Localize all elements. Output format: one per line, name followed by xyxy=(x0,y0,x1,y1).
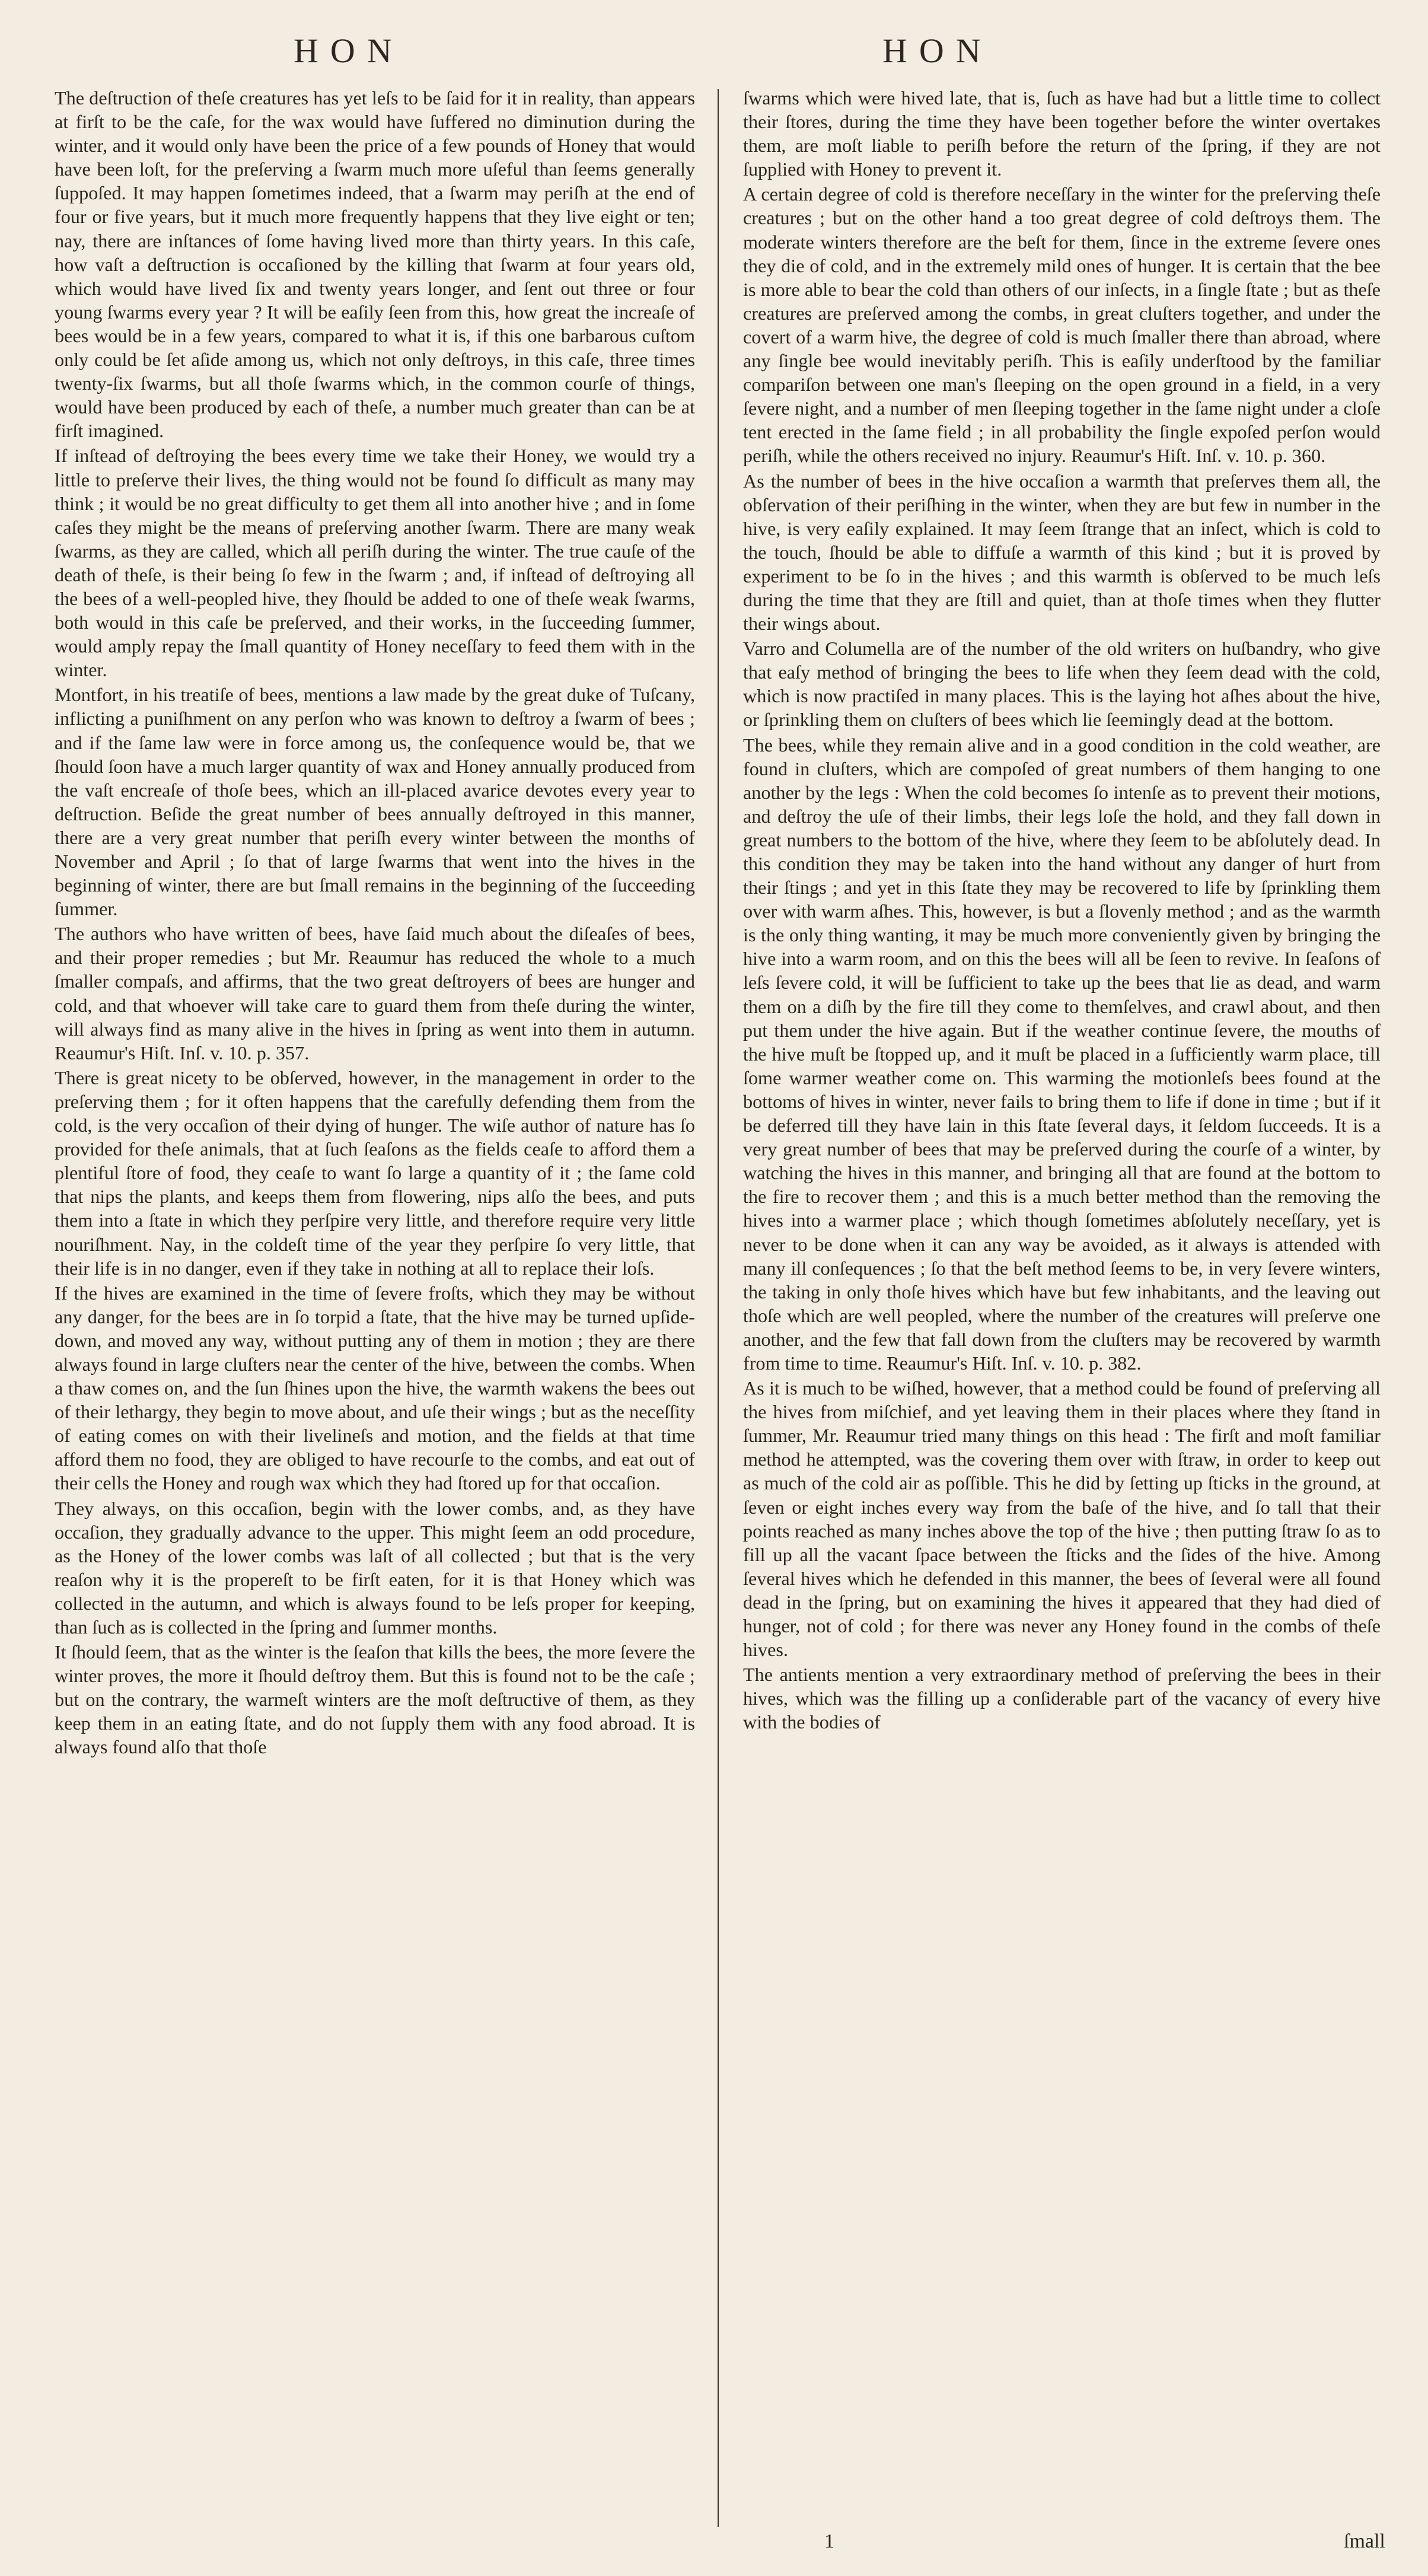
paragraph: They always, on this occaſion, begin with the lower combs, and, as they have occaſion, they gradually advance to the upper. This might ſeem an odd procedure, as the Honey of the lower combs was laſt of all collected ; but that is the very reaſon why it is the propereſt to be firſt eaten, for it is that Honey which was collected in the autumn, and which is always found to be leſs proper for keeping, than ſuch as is collected in the ſpring and ſummer months. xyxy=(55,1497,695,1638)
running-head-right: HON xyxy=(882,31,993,70)
column-divider xyxy=(718,89,719,2527)
paragraph: The authors who have written of bees, have ſaid much about the diſeaſes of bees, and their proper remedies ; but Mr. Reaumur has reduced the whole to a much ſmaller compaſs, and affirms, that the two great deſtroyers of bees are hunger and cold, and that whoever will take care to guard them from theſe during the winter, will always find as many alive in the hives in ſpring as went into them in autumn. Reaumur's Hiſt. Inſ. v. 10. p. 357. xyxy=(55,923,695,1063)
paragraph: As the number of bees in the hive occaſion a warmth that preſerves them all, the obſervation of their periſhing in the winter, when they are but few in number in the hive, is very eaſily explained. It may ſeem ſtrange that an inſect, which is cold to the touch, ſhould be able to diffuſe a warmth of this kind ; but it is proved by experiment to be ſo in the hives ; and this warmth is obſerved to be much leſs during the time that they are ſtill and quiet, than at thoſe times when they flutter their wings about. xyxy=(743,470,1381,635)
paragraph: It ſhould ſeem, that as the winter is the ſeaſon that kills the bees, the more ſevere the winter proves, the more it ſhould deſtroy them. But this is found not to be the caſe ; but on the contrary, the warmeſt winters are the moſt deſtructive of them, as they keep them in an eating ſtate, and do not ſupply them with any food abroad. It is always found alſo that thoſe xyxy=(55,1641,695,1758)
right-column xyxy=(743,86,1381,1734)
catchword: ſmall xyxy=(1344,2530,1385,2552)
paragraph: The bees, while they remain alive and in a good condition in the cold weather, are found in cluſters, which are compoſed of great numbers of them hanging to one another by the legs : When the cold becomes ſo intenſe as to prevent their motions, and deſtroy the uſe of their limbs, their legs loſe the hold, and they fall down in great numbers to the bottom of the hive, where they ſeem to be abſolutely dead. In this condition they may be taken into the hand without any danger of hurt from their ſtings ; and yet in this ſtate they may be recovered to life by ſprinkling them over with warm aſhes. This, however, is but a ſlovenly method ; and as the warmth is the only thing wanting, it may be much more conveniently given by bringing the hive into a warm room, and on this the bees will all be ſeen to revive. In ſeaſons of leſs ſevere cold, it will be ſufficient to take up the bees that lie as dead, and warm them on a diſh by the fire till they come to themſelves, and crawl about, and then put them under the hive again. But if the weather continue ſevere, the mouths of the hive muſt be ſtopped up, and it muſt be placed in a ſufficiently warm place, till ſome warmer weather come on. This warming the motionleſs bees found at the bottoms of hives in winter, never fails to bring them to life if done in time ; but if it be deferred till they have lain in this ſtate ſeveral days, it ſeldom ſucceeds. It is a very great number of bees that may be preſerved during the courſe of a winter, by watching the hives in this manner, and bringing all that are found at the bottom to the fire to recover them ; and this is a much better method than the removing the hives into a warmer place ; which though ſometimes abſolutely neceſſary, yet is never to be done when it can any way be avoided, as it always is attended with many ill conſequences ; ſo that the beſt method ſeems to be, in very ſevere winters, the taking in only thoſe hives which have but few inhabitants, and the leaving out thoſe which are well peopled, where the number of the creatures will preſerve one another, and the few that fall down from the cluſters may be recovered by warmth from time to time. Reaumur's Hiſt. Inſ. v. 10. p. 382. xyxy=(743,734,1381,1374)
paragraph: Varro and Columella are of the number of the old writers on huſbandry, who give that eaſy method of bringing the bees to life when they ſeem dead with the cold, which is now practiſed in many places. This is the laying hot aſhes about the hive, or ſprinkling them on cluſters of bees which lie ſeemingly dead at the bottom. xyxy=(743,638,1381,731)
paragraph: The deſtruction of theſe creatures has yet leſs to be ſaid for it in reality, than appears at firſt to be the caſe, for the wax would have ſuffered no diminution during the winter, and it would only have been the price of a few pounds of Honey that would have been loſt, for the preſerving a ſwarm much more uſeful than ſeems generally ſuppoſed. It may happen ſometimes indeed, that a ſwarm may periſh at the end of four or five years, but it much more frequently happens that they live eight or ten; nay, there are inſtances of ſome having lived more than thirty years. In this caſe, how vaſt a deſtruction is occaſioned by the killing that ſwarm at four years old, which would have lived ſix and twenty years longer, and ſent out three or four young ſwarms every year ? It will be eaſily ſeen from this, how great the increaſe of bees would be in a few years, compared to what it is, if this one barbarous cuſtom only could be ſet aſide among us, which not only deſtroys, in this caſe, three times twenty-ſix ſwarms, but all thoſe ſwarms which, in the common courſe of things, would have been produced by each of theſe, a number much greater than can be at firſt imagined. xyxy=(55,87,695,442)
paragraph: If inſtead of deſtroying the bees every time we take their Honey, we would try a little to preſerve their lives, the thing would not be found ſo difficult as many may think ; it would be no great difficulty to get them all into another hive ; and in ſome caſes they might be the means of preſerving another ſwarm. There are many weak ſwarms, as they are called, which all periſh during the winter. The true cauſe of the death of theſe, is their being ſo few in the ſwarm ; and, if inſtead of deſtroying all the bees of a well-peopled hive, they ſhould be added to one of theſe weak ſwarms, both would in this caſe be preſerved, and their works, in the ſucceeding ſummer, would amply repay the ſmall quantity of Honey neceſſary to feed them with in the winter. xyxy=(55,445,695,681)
paragraph: Montfort, in his treatiſe of bees, mentions a law made by the great duke of Tuſcany, inflicting a puniſhment on any perſon who was known to deſtroy a ſwarm of bees ; and if the ſame law were in force among us, the conſequence would be, that we ſhould ſoon have a much larger quantity of wax and Honey annually produced from the vaſt encreaſe of thoſe bees, which an ill-placed avarice devotes every year to deſtruction. Beſide the great number of bees annually deſtroyed in this manner, there are a very great number that periſh every winter between the months of November and April ; ſo that of large ſwarms that went into the hives in the beginning of winter, there are but ſmall remains in the beginning of the ſucceeding ſummer. xyxy=(55,684,695,920)
signature-mark: 1 xyxy=(824,2530,834,2552)
paragraph: There is great nicety to be obſerved, however, in the management in order to the preſerving them ; for it often happens that the carefully defending them from the cold, is the very occaſion of their dying of hunger. The wiſe author of nature has ſo provided for theſe animals, that at ſuch ſeaſons as the fields ceaſe to afford them a plentiful ſtore of food, they ceaſe to want ſo large a quantity of it ; the ſame cold that nips the plants, and keeps them from flowering, nips alſo the bees, and puts them into a ſtate in which they perſpire very little, and therefore require very little nouriſhment. Nay, in the coldeſt time of the year they perſpire ſo very little, that their life is in no danger, even if they take in nothing at all to replace their loſs. xyxy=(55,1066,695,1279)
paragraph: If the hives are examined in the time of ſevere froſts, which they may be without any danger, for the bees are in ſo torpid a ſtate, that the hive may be turned upſide-down, and moved any way, without putting any of them in motion ; they are there always found in large cluſters near the center of the hive, between the combs. When a thaw comes on, and the ſun ſhines upon the hive, the warmth wakens the bees out of their lethargy, they begin to move about, and uſe their wings ; but as the neceſſity of eating comes on with their livelineſs and motion, and the fields at that time afford them no food, they are obliged to have recourſe to the combs, and eat out of their cells the Honey and rough wax which they had ſtored up for that occaſion. xyxy=(55,1282,695,1494)
left-column xyxy=(55,86,695,1759)
paragraph: ſwarms which were hived late, that is, ſuch as have had but a little time to collect their ſtores, during the time they have been together before the winter overtakes them, are moſt liable to periſh before the return of the ſpring, if they are not ſupplied with Honey to prevent it. xyxy=(743,87,1381,180)
paragraph: A certain degree of cold is therefore neceſſary in the winter for the preſerving theſe creatures ; but on the other hand a too great degree of cold deſtroys them. The moderate winters therefore are the beſt for them, ſince in the extreme ſevere ones they die of cold, and in the extremely mild ones of hunger. It is certain that the bee is more able to bear the cold than others of our inſects, in a ſingle ſtate ; but as theſe creatures are preſerved among the combs, in great cluſters together, and under the covert of a warm hive, the degree of cold is much ſmaller there than abroad, where any ſingle bee would inevitably periſh. This is eaſily underſtood by the familiar compariſon between one man's ſleeping on the open ground in a field, in a very ſevere night, and a number of men ſleeping together in the ſame night under a cloſe tent erected in the ſame field ; in all probability the ſingle expoſed perſon would periſh, while the others received no injury. Reaumur's Hiſt. Inſ. v. 10. p. 360. xyxy=(743,183,1381,467)
running-head-left: HON xyxy=(294,31,404,70)
paragraph: As it is much to be wiſhed, however, that a method could be found of preſerving all the hives from miſchief, and yet leaving them in their places where they ſtand in ſummer, Mr. Reaumur tried many things on this head : The firſt and moſt familiar method he attempted, was the covering them over with ſtraw, in order to keep out as much of the cold air as poſſible. This he did by ſetting up ſticks in the ground, at ſeven or eight inches every way from the baſe of the hive, and ſo tall that their points reached as many inches above the top of the hive ; then putting ſtraw ſo as to fill up all the vacant ſpace between the ſticks and the ſides of the hive. Among ſeveral hives which he defended in this manner, the bees of ſeveral were all found dead in the ſpring, but on examining the hives it appeared that they had died of hunger, not of cold ; for there was never any Honey found in the combs of theſe hives. xyxy=(743,1377,1381,1661)
paragraph: The antients mention a very extraordinary method of preſerving the bees in their hives, which was the filling up a conſiderable part of the vacancy of every hive with the bodies of xyxy=(743,1664,1381,1733)
